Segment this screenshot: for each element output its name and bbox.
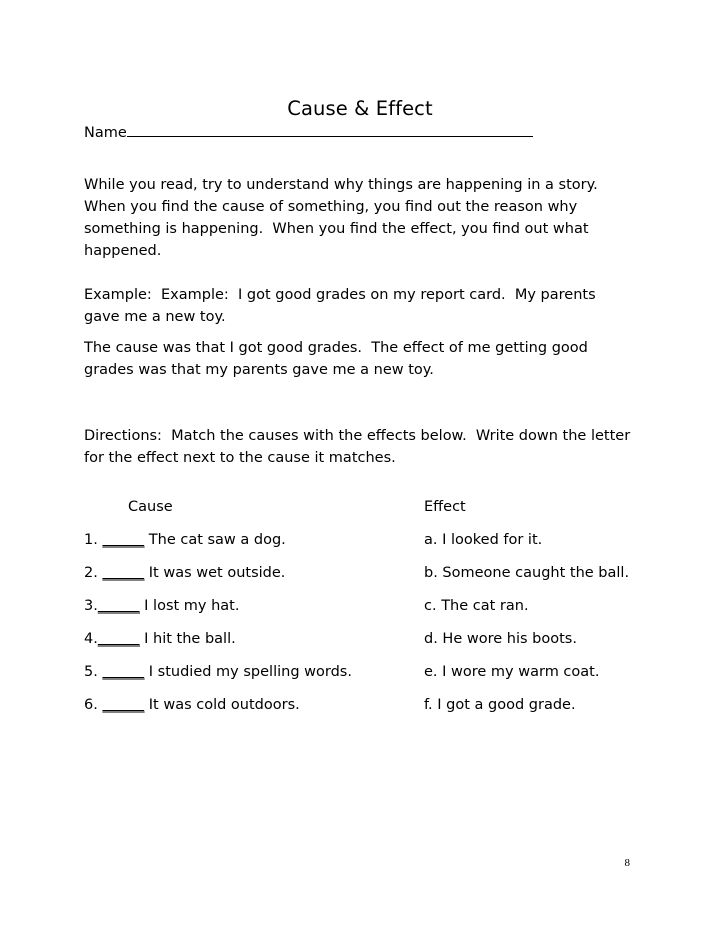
cause-text-4: I hit the ball. [139, 631, 236, 647]
cause-answer-blank-1[interactable]: ______ [102, 532, 145, 548]
name-field-label: Name [84, 125, 127, 141]
cause-number-1: 1. [84, 532, 103, 548]
cause-number-6: 6. [84, 697, 103, 713]
cause-column-header: Cause [128, 499, 173, 515]
name-field-blank[interactable] [127, 126, 533, 137]
directions-paragraph: Directions: Match the causes with the effects below. Write down the letter for the effect next to the cause it matches. [84, 427, 635, 466]
table-row [84, 629, 631, 662]
cause-item-4 [84, 629, 236, 649]
effect-text-e: I wore my warm coat. [437, 664, 600, 680]
cause-text-6: It was cold outdoors. [144, 697, 300, 713]
table-row [84, 563, 631, 596]
effect-item-f [424, 695, 576, 715]
cause-item-5 [84, 662, 352, 682]
cause-answer-blank-5[interactable]: ______ [102, 664, 145, 680]
effect-item-e [424, 662, 599, 682]
name-field-row [84, 124, 629, 144]
table-row [84, 530, 631, 563]
page-number: 8 [624, 857, 630, 869]
cause-text-5: I studied my spelling words. [144, 664, 352, 680]
cause-number-4: 4. [84, 631, 98, 647]
page-title: Cause & Effect [287, 97, 433, 121]
cause-item-6 [84, 695, 300, 715]
effect-text-d: He wore his boots. [437, 631, 577, 647]
cause-item-2 [84, 563, 285, 583]
matching-column-headers [84, 497, 631, 530]
table-row [84, 596, 631, 629]
effect-letter-c: c. [424, 598, 437, 614]
cause-item-3 [84, 596, 239, 616]
effect-letter-a: a. [424, 532, 438, 548]
effect-letter-b: b. [424, 565, 438, 581]
effect-item-d [424, 629, 577, 649]
cause-number-2: 2. [84, 565, 103, 581]
effect-letter-d: d. [424, 631, 438, 647]
effect-column-header: Effect [424, 499, 466, 515]
example-explanation: The cause was that I got good grades. The effect of me getting good grades was that my parents gave me a new toy. [84, 339, 593, 378]
effect-letter-f: f. [424, 697, 433, 713]
cause-answer-blank-6[interactable]: ______ [102, 697, 145, 713]
effect-text-a: I looked for it. [437, 532, 543, 548]
effect-text-b: Someone caught the ball. [437, 565, 630, 581]
effect-letter-e: e. [424, 664, 438, 680]
cause-answer-blank-2[interactable]: ______ [102, 565, 145, 581]
cause-answer-blank-3[interactable]: ______ [97, 598, 140, 614]
matching-exercise [84, 497, 631, 728]
example-statement: Example: Example: I got good grades on my report card. My parents gave me a new toy. [84, 286, 601, 325]
effect-item-c [424, 596, 529, 616]
cause-text-3: I lost my hat. [139, 598, 240, 614]
intro-paragraph: While you read, try to understand why things are happening in a story. When you find the cause of something, you find out the reason why something is happening. When you find the effect, you find out what happened. [84, 176, 607, 259]
table-row [84, 695, 631, 728]
table-row [84, 662, 631, 695]
effect-text-c: The cat ran. [436, 598, 529, 614]
cause-answer-blank-4[interactable]: ______ [97, 631, 140, 647]
cause-number-5: 5. [84, 664, 103, 680]
effect-text-f: I got a good grade. [432, 697, 576, 713]
effect-item-a [424, 530, 542, 550]
cause-number-3: 3. [84, 598, 98, 614]
effect-item-b [424, 563, 629, 583]
cause-text-1: The cat saw a dog. [144, 532, 286, 548]
cause-item-1 [84, 530, 286, 550]
cause-text-2: It was wet outside. [144, 565, 286, 581]
